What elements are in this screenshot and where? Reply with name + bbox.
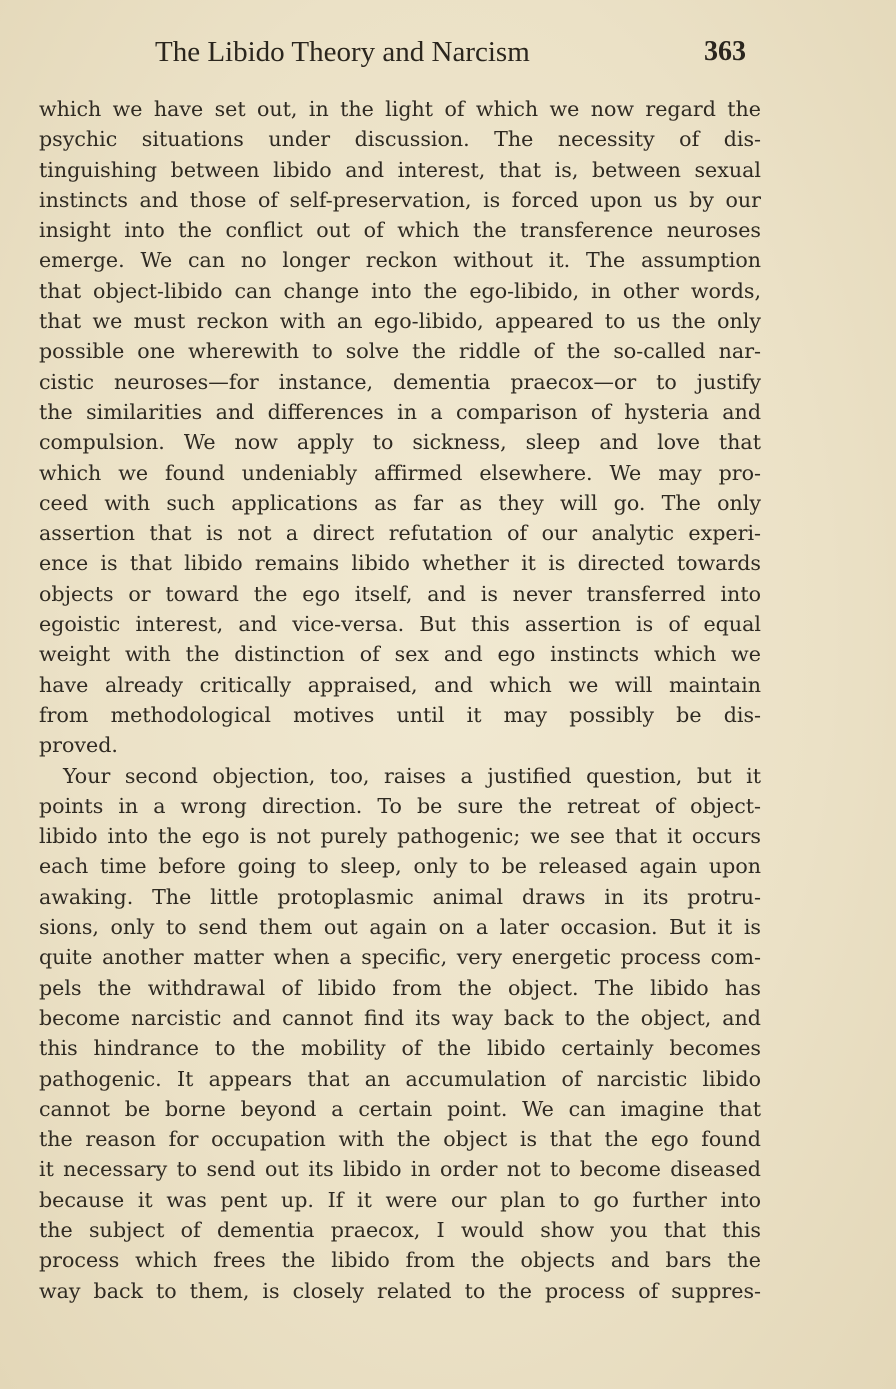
text-line: objects or toward the ego itself, and is never transferred into: [39, 581, 761, 606]
text-line: ence is that libido remains libido whether it is directed towards: [39, 551, 761, 576]
text-line: process which frees the libido from the objects and bars the: [39, 1248, 761, 1273]
text-line: that object-libido can change into the ego-libido, in other words,: [39, 278, 761, 303]
text-line: assertion that is not a direct refutation of our analytic experi-: [39, 521, 761, 546]
text-line: because it was pent up. If it were our plan to go further into: [39, 1187, 761, 1212]
text-line: tinguishing between libido and interest, that is, between sexual: [39, 157, 761, 182]
text-line: which we have set out, in the light of which we now regard the: [39, 97, 761, 121]
text-line: sions, only to send them out again on a later occasion. But it is: [39, 915, 761, 940]
text-line: which we found undeniably affirmed elsewhere. We may pro-: [39, 460, 761, 485]
text-line: the similarities and differences in a comparison of hysteria and: [39, 399, 761, 424]
text-line: cistic neuroses—for instance, dementia praecox—or to justify: [39, 369, 761, 394]
text-line: that we must reckon with an ego-libido, appeared to us the only: [39, 309, 761, 334]
text-line: egoistic interest, and vice-versa. But this assertion is of equal: [39, 612, 761, 637]
text-line: possible one wherewith to solve the riddle of the so-called nar-: [39, 339, 761, 364]
running-title: The Libido Theory and Narcism: [155, 36, 530, 68]
text-line: emerge. We can no longer reckon without it. The assumption: [39, 248, 761, 273]
text-line: pels the withdrawal of libido from the object. The libido has: [39, 975, 761, 1000]
running-header: [0, 36, 896, 76]
text-line: way back to them, is closely related to the process of suppres-: [39, 1278, 761, 1303]
text-line: psychic situations under discussion. The necessity of dis-: [39, 127, 761, 152]
text-line: cannot be borne beyond a certain point. We can imagine that: [39, 1096, 761, 1121]
text-line: Your second objection, too, raises a justified question, but it: [63, 763, 761, 788]
text-line: have already critically appraised, and which we will maintain: [39, 672, 761, 697]
text-line: weight with the distinction of sex and ego instincts which we: [39, 642, 761, 667]
text-line: insight into the conflict out of which the transference neuroses: [39, 218, 761, 243]
text-line: quite another matter when a specific, very energetic process com-: [39, 945, 761, 970]
body-text: [39, 94, 761, 1306]
text-line: from methodological motives until it may possibly be dis-: [39, 702, 761, 727]
text-line: awaking. The little protoplasmic animal draws in its protru-: [39, 884, 761, 909]
page-number: 363: [704, 36, 746, 67]
text-line: the subject of dementia praecox, I would show you that this: [39, 1217, 761, 1242]
text-line: proved.: [39, 733, 118, 758]
text-line: pathogenic. It appears that an accumulation of narcistic libido: [39, 1066, 761, 1091]
text-line: ceed with such applications as far as they will go. The only: [39, 490, 761, 515]
text-line: each time before going to sleep, only to be released again upon: [39, 854, 761, 879]
text-line: the reason for occupation with the object is that the ego found: [39, 1127, 761, 1152]
text-line: points in a wrong direction. To be sure the retreat of object-: [39, 793, 761, 818]
text-line: libido into the ego is not purely pathogenic; we see that it occurs: [39, 824, 761, 849]
text-line: instincts and those of self-preservation, is forced upon us by our: [39, 187, 761, 212]
text-line: compulsion. We now apply to sickness, sleep and love that: [39, 430, 761, 455]
text-line: become narcistic and cannot find its way back to the object, and: [39, 1005, 761, 1030]
text-line: it necessary to send out its libido in order not to become diseased: [39, 1157, 761, 1182]
text-line: this hindrance to the mobility of the libido certainly becomes: [39, 1036, 761, 1061]
